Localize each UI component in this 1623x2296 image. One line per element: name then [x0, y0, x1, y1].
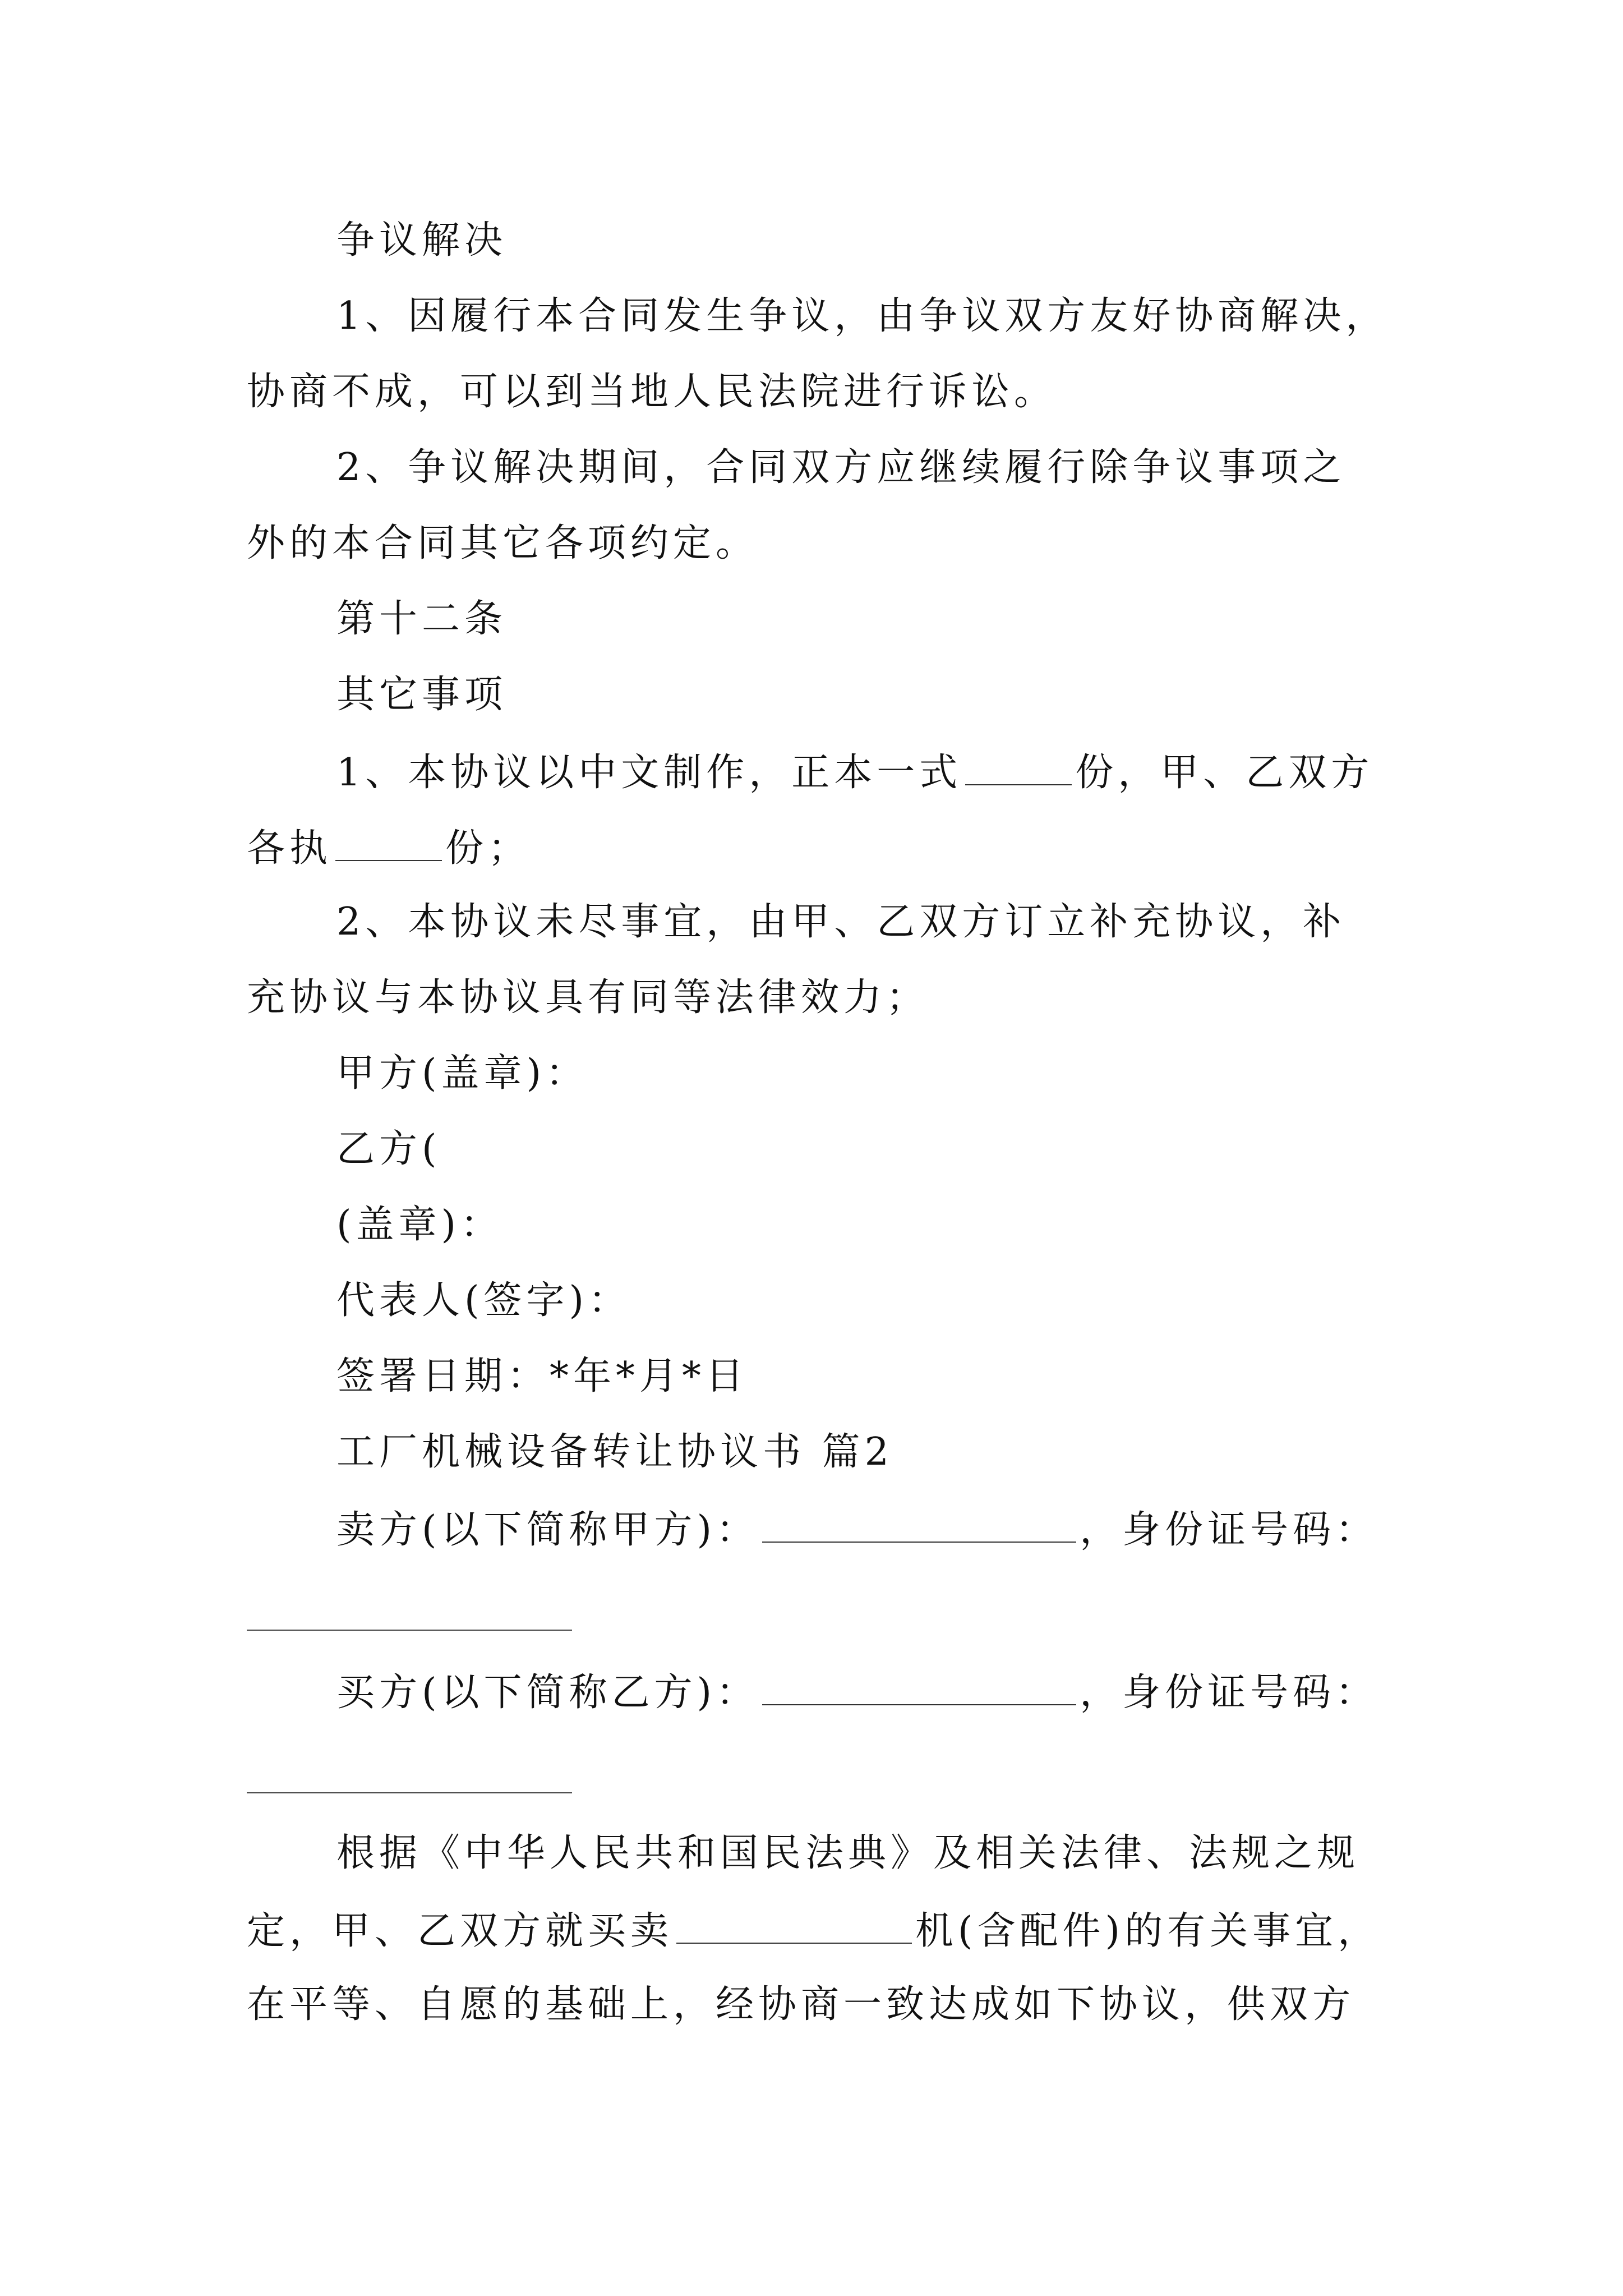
dispute-clause-1-line2: 协商不成，可以到当地人民法院进行诉讼。 — [247, 370, 1057, 414]
party-b-label: 乙方( — [336, 1127, 441, 1171]
basis-line2 — [247, 1909, 1381, 1953]
party-b-seal: (盖章)： — [336, 1203, 504, 1247]
seller-id-blank — [247, 1630, 572, 1631]
other-clause-2-line1: 2、本协议未尽事宜，由甲、乙双方订立补充协议，补 — [336, 900, 1346, 944]
article-12-heading: 第十二条 — [336, 597, 508, 641]
signing-date: 签署日期：*年*月*日 — [336, 1354, 749, 1398]
party-a-seal: 甲方(盖章)： — [336, 1051, 589, 1096]
basis-line1: 根据《中华人民共和国民法典》及相关法律、法规之规 — [336, 1831, 1360, 1875]
copies-each-blank — [335, 827, 442, 861]
buyer-line — [336, 1671, 1378, 1715]
dispute-heading: 争议解决 — [336, 218, 508, 263]
seller-id-label: ，身份证号码： — [1080, 1508, 1378, 1552]
dispute-clause-1-line1: 1、因履行本合同发生争议，由争议双方友好协商解决， — [336, 294, 1389, 338]
buyer-id-label: ，身份证号码： — [1080, 1671, 1378, 1715]
other-clause-1-text-a: 1、本协议以中文制作，正本一式 — [336, 751, 962, 795]
other-clause-1-line2 — [247, 826, 531, 871]
seller-line — [336, 1508, 1378, 1552]
other-clause-1-text-c: 各执 — [247, 826, 333, 871]
dispute-clause-2-line2: 外的本合同其它各项约定。 — [247, 521, 759, 565]
seller-name-blank — [762, 1509, 1076, 1543]
basis-line3: 在平等、自愿的基础上，经协商一致达成如下协议，供双方 — [247, 1982, 1355, 2027]
seller-label: 卖方(以下简称甲方)： — [336, 1508, 759, 1552]
basis-line2-text-b: 机(含配件)的有关事宜， — [915, 1909, 1381, 1953]
buyer-name-blank — [762, 1672, 1076, 1705]
dispute-clause-2-line1: 2、争议解决期间，合同双方应继续履行除争议事项之 — [336, 445, 1346, 490]
other-clause-1-text-d: 份； — [445, 826, 531, 871]
other-matters-heading: 其它事项 — [336, 673, 508, 717]
machine-name-blank — [676, 1910, 912, 1944]
basis-line2-text-a: 定，甲、乙双方就买卖 — [247, 1909, 674, 1953]
other-clause-1-text-b: 份，甲、乙双方 — [1075, 751, 1374, 795]
other-clause-1-line1 — [336, 751, 1374, 795]
other-clause-2-line2: 充协议与本协议具有同等法律效力； — [247, 976, 929, 1020]
section-title: 工厂机械设备转让协议书 篇2 — [336, 1430, 893, 1474]
buyer-label: 买方(以下简称乙方)： — [336, 1671, 759, 1715]
copies-total-blank — [965, 752, 1072, 785]
representative-signature: 代表人(签字)： — [336, 1278, 631, 1323]
buyer-id-blank — [247, 1792, 572, 1793]
